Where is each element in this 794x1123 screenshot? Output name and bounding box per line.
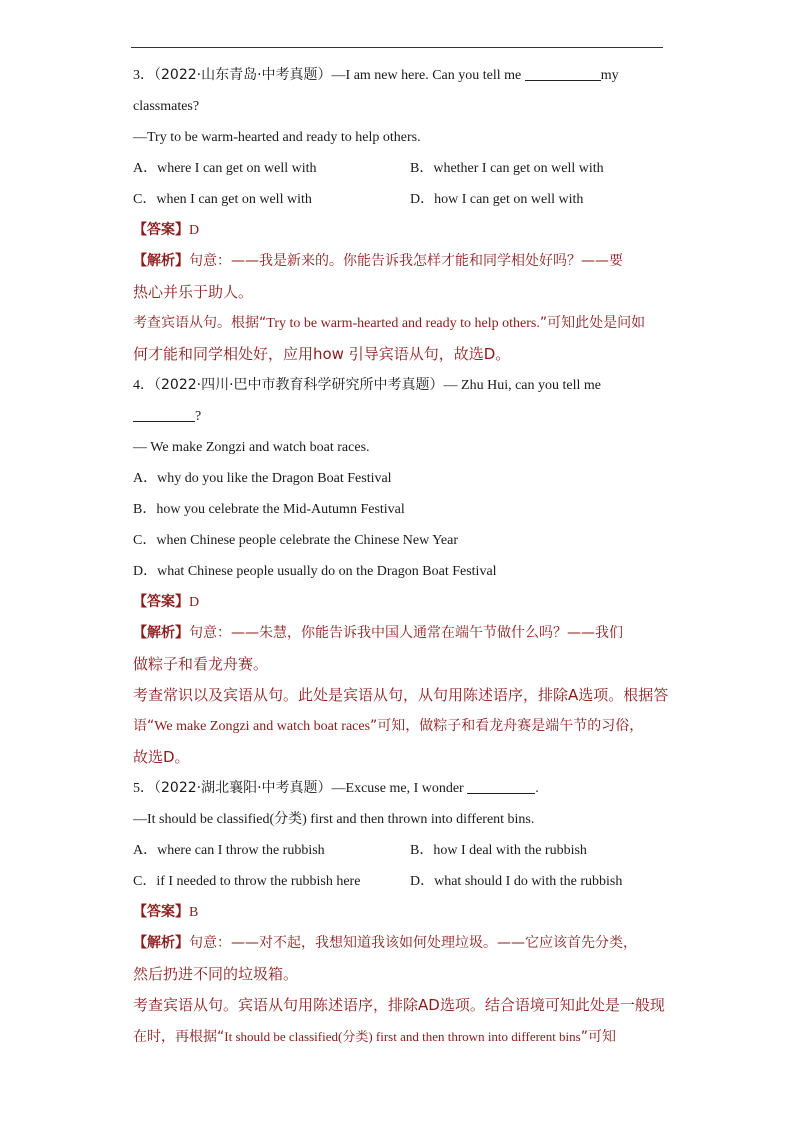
question-3-stem: 3．（2022·山东青岛·中考真题）—I am new here. Can you tell me my [133, 67, 619, 83]
question-3-analysis-2: 考查宾语从句。根据“Try to be warm-hearted and ready to help others.”可知此处是问如 [133, 315, 646, 331]
option-c: C．when Chinese people celebrate the Chinese New Year [133, 533, 459, 548]
question-3-options-cd [133, 184, 663, 215]
question-4-analysis: 【解析】句意：——朱慧，你能告诉我中国人通常在端午节做什么吗？——我们 [133, 625, 623, 641]
answer-blank [133, 407, 195, 422]
question-3-analysis: 【解析】句意：——我是新来的。你能告诉我怎样才能和同学相处好吗？——要 [133, 253, 623, 269]
question-3-reply: —Try to be warm-hearted and ready to help others. [133, 130, 421, 145]
answer-blank [467, 779, 535, 794]
question-4-answer: 【答案】D [133, 594, 200, 610]
option-b: B．how I deal with the rubbish [410, 843, 587, 858]
question-4-stem: 4．（2022·四川·巴中市教育科学研究所中考真题）— Zhu Hui, can you tell me [133, 377, 601, 393]
question-5-analysis: 【解析】句意：——对不起，我想知道我该如何处理垃圾。——它应该首先分类， [133, 935, 637, 951]
option-a: A．why do you like the Dragon Boat Festival [133, 471, 392, 486]
option-b: B．how you celebrate the Mid-Autumn Festival [133, 502, 405, 517]
option-a: A．where I can get on well with [133, 161, 317, 176]
question-5-reply: —It should be classified(分类) first and then thrown into different bins. [133, 812, 535, 827]
question-5-analysis-2: 考查宾语从句。宾语从句用陈述语序，排除AD选项。结合语境可知此处是一般现 [133, 996, 665, 1014]
question-5-analysis-cont: 然后扔进不同的垃圾箱。 [133, 965, 299, 983]
question-4-analysis-2: 考查常识以及宾语从句。此处是宾语从句，从句用陈述语序，排除A选项。根据答 [133, 686, 669, 704]
question-source: （2022·湖北襄阳·中考真题） [154, 780, 332, 796]
question-4-reply: — We make Zongzi and watch boat races. [133, 440, 370, 455]
question-5-stem: 5．（2022·湖北襄阳·中考真题）—Excuse me, I wonder . [133, 780, 539, 796]
answer-blank [525, 66, 601, 81]
question-4-analysis-2-cont: 语“We make Zongzi and watch boat races”可知，做粽子和看龙舟赛是端午节的习俗， [133, 718, 644, 734]
question-source: （2022·山东青岛·中考真题） [154, 67, 332, 83]
question-number: 3． [133, 68, 154, 83]
question-5-options-ab [133, 835, 663, 866]
question-number: 5． [133, 781, 154, 796]
question-3-analysis-cont: 热心并乐于助人。 [133, 283, 254, 301]
header-rule [131, 47, 663, 48]
question-3-answer: 【答案】D [133, 222, 200, 238]
option-c: C．if I needed to throw the rubbish here [133, 874, 361, 889]
document-body [133, 60, 669, 1052]
question-5-analysis-2-cont: 在时，再根据“It should be classified(分类) first and then thrown into different bins”可知 [133, 1029, 616, 1045]
option-a: A．where can I throw the rubbish [133, 843, 325, 858]
option-d: D．how I can get on well with [410, 192, 584, 207]
question-3-options-ab [133, 153, 663, 184]
question-number: 4． [133, 378, 154, 393]
option-d: D．what Chinese people usually do on the Dragon Boat Festival [133, 564, 497, 579]
question-source: （2022·四川·巴中市教育科学研究所中考真题） [154, 377, 444, 393]
option-c: C．when I can get on well with [133, 192, 312, 207]
question-5-options-cd [133, 866, 663, 897]
question-4-stem-cont: ? [133, 401, 663, 432]
question-4-analysis-cont: 做粽子和看龙舟赛。 [133, 655, 269, 673]
option-b: B．whether I can get on well with [410, 161, 604, 176]
question-4-analysis-2-end: 故选D。 [133, 748, 190, 766]
question-5-answer: 【答案】B [133, 904, 199, 920]
option-d: D．what should I do with the rubbish [410, 874, 623, 889]
question-3-analysis-2-cont: 何才能和同学相处好，应用how 引导宾语从句，故选D。 [133, 345, 511, 363]
question-3-stem-cont: classmates? [133, 99, 200, 114]
